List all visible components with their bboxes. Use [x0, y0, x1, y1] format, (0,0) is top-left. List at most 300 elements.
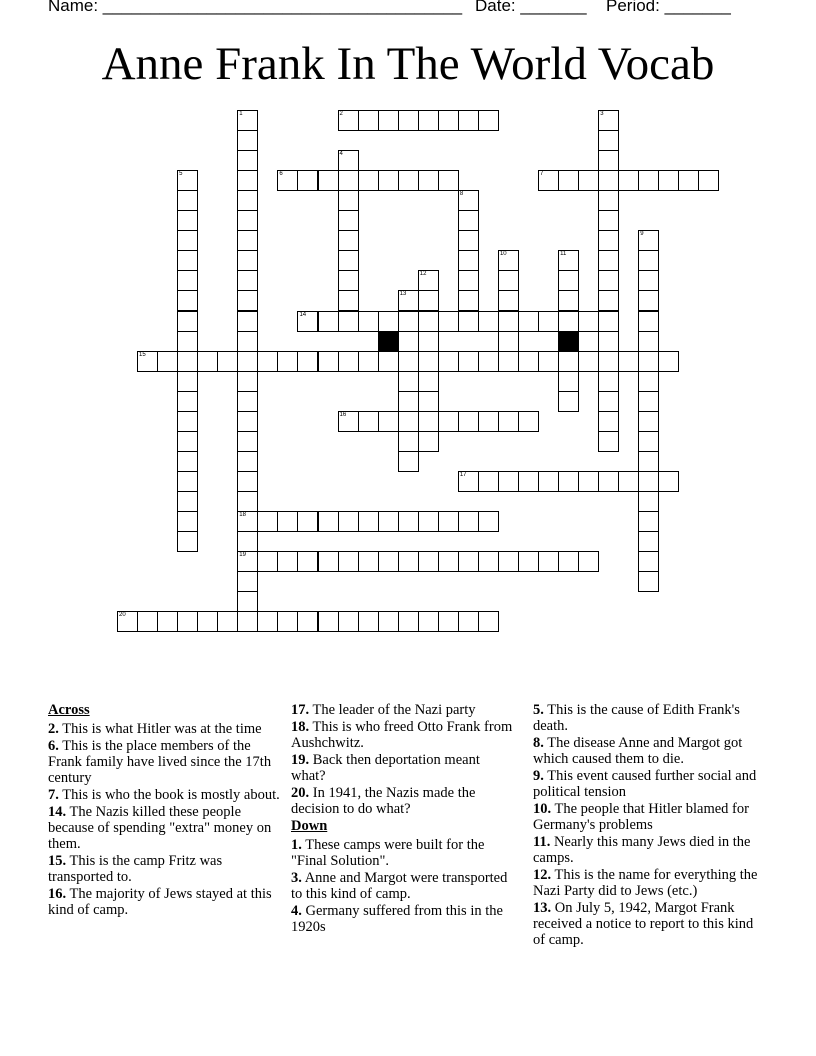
crossword-cell[interactable]	[197, 611, 218, 632]
crossword-cell[interactable]	[237, 391, 258, 412]
crossword-cell[interactable]	[458, 511, 479, 532]
crossword-cell[interactable]	[518, 311, 539, 332]
crossword-cell[interactable]	[177, 411, 198, 432]
crossword-cell[interactable]	[638, 471, 659, 492]
crossword-cell[interactable]	[538, 551, 559, 572]
clue-number: 11.	[533, 834, 551, 850]
crossword-cell[interactable]	[618, 471, 639, 492]
crossword-cell[interactable]	[338, 150, 359, 171]
crossword-cell[interactable]	[177, 331, 198, 352]
crossword-cell[interactable]	[338, 110, 359, 131]
crossword-cell[interactable]	[578, 551, 599, 572]
crossword-cell[interactable]	[398, 411, 419, 432]
crossword-cell[interactable]	[297, 551, 318, 572]
crossword-cell[interactable]	[558, 270, 579, 291]
clue-column-3	[533, 702, 765, 949]
crossword-cell[interactable]	[558, 170, 579, 191]
crossword-cell[interactable]	[638, 311, 659, 332]
crossword-cell[interactable]	[338, 511, 359, 532]
crossword-cell[interactable]	[237, 230, 258, 251]
crossword-cell[interactable]	[498, 270, 519, 291]
clue-number: 16	[339, 411, 347, 418]
clue-item	[291, 752, 513, 784]
clue-number: 14	[299, 311, 307, 318]
crossword-cell[interactable]	[638, 511, 659, 532]
crossword-cell[interactable]	[297, 170, 318, 191]
crossword-cell[interactable]	[458, 250, 479, 271]
crossword-cell[interactable]	[257, 611, 278, 632]
crossword-cell[interactable]	[177, 431, 198, 452]
crossword-cell[interactable]	[638, 531, 659, 552]
crossword-cell[interactable]	[277, 611, 298, 632]
crossword-cell[interactable]	[558, 371, 579, 392]
crossword-cell[interactable]	[478, 511, 499, 532]
crossword-cell[interactable]	[338, 551, 359, 572]
crossword-cell[interactable]	[438, 351, 459, 372]
crossword-cell[interactable]	[237, 471, 258, 492]
crossword-cell[interactable]	[458, 190, 479, 211]
crossword-cell[interactable]	[177, 270, 198, 291]
clue-item	[291, 837, 513, 869]
crossword-cell[interactable]	[558, 250, 579, 271]
clue-number: 15.	[48, 853, 67, 869]
crossword-cell[interactable]	[237, 150, 258, 171]
crossword-cell[interactable]	[598, 290, 619, 311]
clue-item	[291, 785, 513, 817]
crossword-cell[interactable]	[398, 351, 419, 372]
clue-item	[48, 721, 280, 737]
crossword-cell[interactable]	[378, 611, 399, 632]
crossword-cell[interactable]	[398, 331, 419, 352]
crossword-cell[interactable]	[157, 351, 178, 372]
crossword-cell[interactable]	[458, 551, 479, 572]
crossword-cell[interactable]	[318, 351, 339, 372]
crossword-cell[interactable]	[498, 331, 519, 352]
crossword-cell[interactable]	[598, 170, 619, 191]
crossword-cell[interactable]	[638, 431, 659, 452]
crossword-cell[interactable]	[177, 511, 198, 532]
clue-number: 20	[119, 612, 126, 619]
crossword-cell[interactable]	[638, 331, 659, 352]
clue-text: Anne and Margot were transported to this kind of camp.	[291, 870, 508, 902]
crossword-cell[interactable]	[518, 351, 539, 372]
crossword-cell[interactable]	[638, 230, 659, 251]
crossword-cell[interactable]	[177, 230, 198, 251]
crossword-cell[interactable]	[558, 351, 579, 372]
clue-text: The people that Hitler blamed for Germany's problems	[533, 801, 749, 833]
clue-number: 18	[239, 512, 246, 518]
crossword-cell[interactable]	[478, 411, 499, 432]
clue-text: On July 5, 1942, Margot Frank received a notice to report to this kind of camp.	[533, 900, 754, 948]
crossword-cell[interactable]	[338, 210, 359, 231]
crossword-cell[interactable]	[638, 270, 659, 291]
crossword-cell[interactable]	[498, 551, 519, 572]
crossword-cell[interactable]	[418, 371, 439, 392]
crossword-cell[interactable]	[458, 611, 479, 632]
crossword-cell[interactable]	[538, 311, 559, 332]
crossword-cell[interactable]	[418, 331, 439, 352]
crossword-cell[interactable]	[478, 551, 499, 572]
crossword-cell[interactable]	[438, 110, 459, 131]
crossword-cell[interactable]	[578, 170, 599, 191]
crossword-cell[interactable]	[177, 210, 198, 231]
crossword-cell[interactable]	[217, 351, 238, 372]
period-field[interactable]: Period: _______	[606, 0, 731, 15]
crossword-cell[interactable]	[237, 110, 258, 131]
crossword-cell[interactable]	[698, 170, 719, 191]
crossword-cell[interactable]	[237, 270, 258, 291]
crossword-cell[interactable]	[598, 190, 619, 211]
crossword-cell[interactable]	[578, 351, 599, 372]
clue-text: This is the cause of Edith Frank's death.	[533, 702, 740, 734]
crossword-cell[interactable]	[638, 571, 659, 592]
crossword-cell[interactable]	[598, 411, 619, 432]
crossword-cell[interactable]	[177, 371, 198, 392]
crossword-cell[interactable]	[558, 290, 579, 311]
crossword-cell[interactable]	[177, 190, 198, 211]
crossword-cell[interactable]	[277, 170, 298, 191]
crossword-cell[interactable]	[338, 411, 359, 432]
crossword-cell[interactable]	[438, 311, 459, 332]
crossword-cell[interactable]	[458, 290, 479, 311]
crossword-cell[interactable]	[177, 351, 198, 372]
down-heading: Down	[291, 818, 328, 834]
crossword-cell[interactable]	[598, 431, 619, 452]
crossword-cell[interactable]	[678, 170, 699, 191]
crossword-cell[interactable]	[257, 351, 278, 372]
crossword-cell[interactable]	[398, 170, 419, 191]
crossword-cell[interactable]	[438, 551, 459, 572]
clue-number: 1.	[291, 837, 302, 853]
crossword-cell[interactable]	[378, 110, 399, 131]
crossword-cell[interactable]	[658, 351, 679, 372]
clue-item	[48, 886, 280, 918]
crossword-cell[interactable]	[338, 351, 359, 372]
crossword-cell[interactable]	[458, 311, 479, 332]
crossword-cell[interactable]	[438, 511, 459, 532]
crossword-cell[interactable]	[237, 190, 258, 211]
crossword-cell[interactable]	[338, 190, 359, 211]
crossword-cell[interactable]	[418, 110, 439, 131]
date-field[interactable]: Date: _______	[475, 0, 587, 15]
crossword-cell[interactable]	[518, 551, 539, 572]
crossword-cell[interactable]	[578, 471, 599, 492]
crossword-cell[interactable]	[398, 290, 419, 311]
crossword-cell[interactable]	[638, 351, 659, 372]
crossword-cell[interactable]	[518, 411, 539, 432]
crossword-cell[interactable]	[237, 210, 258, 231]
crossword-cell[interactable]	[458, 230, 479, 251]
crossword-cell[interactable]	[358, 110, 379, 131]
clue-item	[48, 787, 280, 803]
crossword-cell[interactable]	[338, 230, 359, 251]
crossword-cell[interactable]	[398, 431, 419, 452]
crossword-cell[interactable]	[418, 270, 439, 291]
crossword-cell[interactable]	[558, 391, 579, 412]
crossword-cell[interactable]	[177, 250, 198, 271]
clue-text: This is the name for everything the Nazi Party did to Jews (etc.)	[533, 867, 758, 899]
crossword-cell[interactable]	[398, 451, 419, 472]
crossword-cell[interactable]	[277, 351, 298, 372]
crossword-cell[interactable]	[237, 130, 258, 151]
crossword-cell[interactable]	[538, 351, 559, 372]
crossword-cell[interactable]	[598, 230, 619, 251]
crossword-cell[interactable]	[177, 491, 198, 512]
crossword-cell[interactable]	[438, 170, 459, 191]
crossword-cell[interactable]	[658, 170, 679, 191]
crossword-cell[interactable]	[458, 270, 479, 291]
crossword-cell[interactable]	[237, 491, 258, 512]
crossword-cell[interactable]	[237, 351, 258, 372]
crossword-cell[interactable]	[237, 170, 258, 191]
crossword-cell[interactable]	[177, 391, 198, 412]
clue-number: 2	[339, 111, 343, 117]
crossword-cell[interactable]	[458, 411, 479, 432]
clue-text: This is the camp Fritz was transported to.	[48, 853, 223, 885]
crossword-cell[interactable]	[378, 311, 399, 332]
clue-number: 7	[540, 171, 544, 178]
crossword-cell[interactable]	[638, 371, 659, 392]
crossword-cell[interactable]	[418, 290, 439, 311]
crossword-cell[interactable]	[638, 391, 659, 412]
crossword-cell[interactable]	[318, 611, 339, 632]
crossword-cell[interactable]	[378, 511, 399, 532]
crossword-cell[interactable]	[418, 431, 439, 452]
crossword-cell[interactable]	[297, 611, 318, 632]
crossword-cell[interactable]	[638, 411, 659, 432]
clue-number: 9	[640, 231, 644, 238]
crossword-cell[interactable]	[478, 471, 499, 492]
crossword-cell[interactable]	[598, 371, 619, 392]
crossword-cell[interactable]	[438, 411, 459, 432]
crossword-cell[interactable]	[237, 411, 258, 432]
crossword-cell[interactable]	[177, 471, 198, 492]
clue-number: 15	[139, 351, 146, 358]
clue-item	[291, 719, 513, 751]
crossword-cell[interactable]	[598, 130, 619, 151]
crossword-cell[interactable]	[318, 311, 339, 332]
crossword-cell[interactable]	[518, 471, 539, 492]
crossword-cell[interactable]	[558, 551, 579, 572]
crossword-cell[interactable]	[418, 391, 439, 412]
clue-number: 13	[399, 291, 407, 298]
crossword-cell[interactable]	[338, 290, 359, 311]
clue-number: 17.	[291, 702, 310, 718]
crossword-cell[interactable]	[598, 331, 619, 352]
crossword-cell[interactable]	[338, 311, 359, 332]
crossword-cell[interactable]	[418, 551, 439, 572]
crossword-cell[interactable]	[598, 250, 619, 271]
crossword-cell[interactable]	[318, 170, 339, 191]
crossword-cell[interactable]	[358, 170, 379, 191]
clue-item	[533, 735, 765, 767]
crossword-cell[interactable]	[598, 150, 619, 171]
crossword-cell[interactable]	[117, 611, 138, 632]
crossword-cell[interactable]	[498, 311, 519, 332]
crossword-cell[interactable]	[277, 551, 298, 572]
crossword-cell[interactable]	[177, 451, 198, 472]
crossword-cell[interactable]	[318, 551, 339, 572]
crossword-cell[interactable]	[398, 371, 419, 392]
crossword-cell[interactable]	[277, 511, 298, 532]
crossword-cell[interactable]	[358, 311, 379, 332]
clue-number: 3.	[291, 870, 302, 886]
clue-item	[533, 768, 765, 800]
clue-number: 18.	[291, 719, 310, 735]
crossword-cell[interactable]	[638, 170, 659, 191]
name-field[interactable]: Name: ______________________________________	[48, 0, 463, 15]
crossword-cell[interactable]	[578, 311, 599, 332]
clue-text: The majority of Jews stayed at this kind of camp.	[48, 886, 272, 918]
crossword-cell[interactable]	[478, 311, 499, 332]
crossword-cell[interactable]	[498, 471, 519, 492]
crossword-cell[interactable]	[458, 110, 479, 131]
crossword-cell[interactable]	[217, 611, 238, 632]
crossword-cell[interactable]	[598, 391, 619, 412]
crossword-cell[interactable]	[558, 311, 579, 332]
clue-number: 6	[279, 171, 283, 178]
crossword-cell[interactable]	[297, 511, 318, 532]
clue-number: 8.	[533, 735, 544, 751]
crossword-cell[interactable]	[498, 250, 519, 271]
clue-number: 1	[239, 111, 243, 117]
clue-number: 4	[339, 151, 343, 158]
crossword-cell[interactable]	[177, 531, 198, 552]
crossword-cell[interactable]	[498, 351, 519, 372]
clue-number: 11	[560, 251, 567, 258]
clue-item	[533, 834, 765, 866]
crossword-cell[interactable]	[237, 571, 258, 592]
crossword-cell[interactable]	[378, 351, 399, 372]
crossword-cell[interactable]	[177, 311, 198, 332]
crossword-cell[interactable]	[318, 511, 339, 532]
crossword-cell[interactable]	[458, 351, 479, 372]
crossword-cell[interactable]	[358, 351, 379, 372]
crossword-cell[interactable]	[177, 170, 198, 191]
crossword-cell[interactable]	[638, 551, 659, 572]
clue-number: 12	[419, 271, 427, 278]
crossword-cell[interactable]	[598, 471, 619, 492]
crossword-cell[interactable]	[418, 411, 439, 432]
crossword-cell[interactable]	[538, 170, 559, 191]
crossword-cell[interactable]	[358, 411, 379, 432]
crossword-cell[interactable]	[638, 451, 659, 472]
crossword-cell[interactable]	[398, 391, 419, 412]
clue-number: 5.	[533, 702, 544, 718]
crossword-cell[interactable]	[418, 511, 439, 532]
crossword-cell[interactable]	[598, 110, 619, 131]
crossword-cell[interactable]	[237, 331, 258, 352]
crossword-cell[interactable]	[498, 290, 519, 311]
clue-item	[48, 853, 280, 885]
clue-item	[533, 702, 765, 734]
crossword-cell[interactable]	[398, 551, 419, 572]
crossword-cell[interactable]	[458, 471, 479, 492]
crossword-cell[interactable]	[338, 170, 359, 191]
crossword-cell[interactable]	[638, 250, 659, 271]
crossword-cell[interactable]	[418, 611, 439, 632]
crossword-cell[interactable]	[438, 611, 459, 632]
crossword-cell[interactable]	[297, 311, 318, 332]
crossword-cell[interactable]	[598, 351, 619, 372]
crossword-cell[interactable]	[398, 611, 419, 632]
crossword-cell[interactable]	[197, 351, 218, 372]
crossword-cell[interactable]	[237, 591, 258, 612]
crossword-cell[interactable]	[237, 451, 258, 472]
crossword-cell[interactable]	[177, 290, 198, 311]
crossword-cell[interactable]	[378, 170, 399, 191]
crossword-cell[interactable]	[297, 351, 318, 372]
crossword-cell[interactable]	[338, 270, 359, 291]
crossword-cell[interactable]	[257, 551, 278, 572]
crossword-cell[interactable]	[398, 511, 419, 532]
clue-number: 14.	[48, 804, 67, 820]
crossword-cell[interactable]	[398, 311, 419, 332]
crossword-cell[interactable]	[237, 311, 258, 332]
crossword-cell[interactable]	[237, 511, 258, 532]
crossword-cell[interactable]	[338, 611, 359, 632]
crossword-cell[interactable]	[658, 471, 679, 492]
crossword-cell[interactable]	[358, 511, 379, 532]
crossword-cell[interactable]	[338, 250, 359, 271]
clue-number: 5	[179, 171, 183, 178]
clue-text: This is who freed Otto Frank from Aushchwitz.	[291, 719, 513, 751]
clue-text: This is what Hitler was at the time	[58, 721, 262, 737]
clue-item	[291, 870, 513, 902]
crossword-cell[interactable]	[237, 531, 258, 552]
crossword-cell[interactable]	[378, 411, 399, 432]
crossword-cell[interactable]	[498, 411, 519, 432]
clue-text: Nearly this many Jews died in the camps.	[533, 834, 751, 866]
crossword-cell[interactable]	[418, 351, 439, 372]
clue-text: These camps were built for the "Final Solution".	[291, 837, 485, 869]
crossword-cell[interactable]	[237, 551, 258, 572]
crossword-cell[interactable]	[478, 351, 499, 372]
crossword-cell[interactable]	[157, 611, 178, 632]
crossword-cell[interactable]	[137, 611, 158, 632]
clue-column-2	[291, 702, 513, 936]
crossword-cell[interactable]	[558, 471, 579, 492]
crossword-cell[interactable]	[458, 210, 479, 231]
clue-text: The leader of the Nazi party	[309, 702, 476, 718]
crossword-cell[interactable]	[358, 551, 379, 572]
crossword-cell[interactable]	[237, 371, 258, 392]
crossword-cell[interactable]	[638, 491, 659, 512]
crossword-cell[interactable]	[418, 311, 439, 332]
crossword-cell[interactable]	[237, 431, 258, 452]
crossword-cell[interactable]	[137, 351, 158, 372]
crossword-cell[interactable]	[237, 290, 258, 311]
crossword-cell[interactable]	[618, 351, 639, 372]
crossword-cell[interactable]	[237, 250, 258, 271]
crossword-cell[interactable]	[618, 170, 639, 191]
crossword-cell[interactable]	[398, 110, 419, 131]
crossword-cell[interactable]	[598, 210, 619, 231]
crossword-cell[interactable]	[378, 551, 399, 572]
crossword-cell[interactable]	[538, 471, 559, 492]
crossword-cell[interactable]	[638, 290, 659, 311]
crossword-cell[interactable]	[237, 611, 258, 632]
clue-text: Back then deportation meant what?	[291, 752, 480, 784]
crossword-cell[interactable]	[478, 611, 499, 632]
crossword-cell[interactable]	[177, 611, 198, 632]
crossword-cell[interactable]	[418, 170, 439, 191]
crossword-cell[interactable]	[257, 511, 278, 532]
crossword-cell[interactable]	[598, 270, 619, 291]
crossword-cell[interactable]	[598, 311, 619, 332]
crossword-cell[interactable]	[358, 611, 379, 632]
crossword-cell[interactable]	[478, 110, 499, 131]
